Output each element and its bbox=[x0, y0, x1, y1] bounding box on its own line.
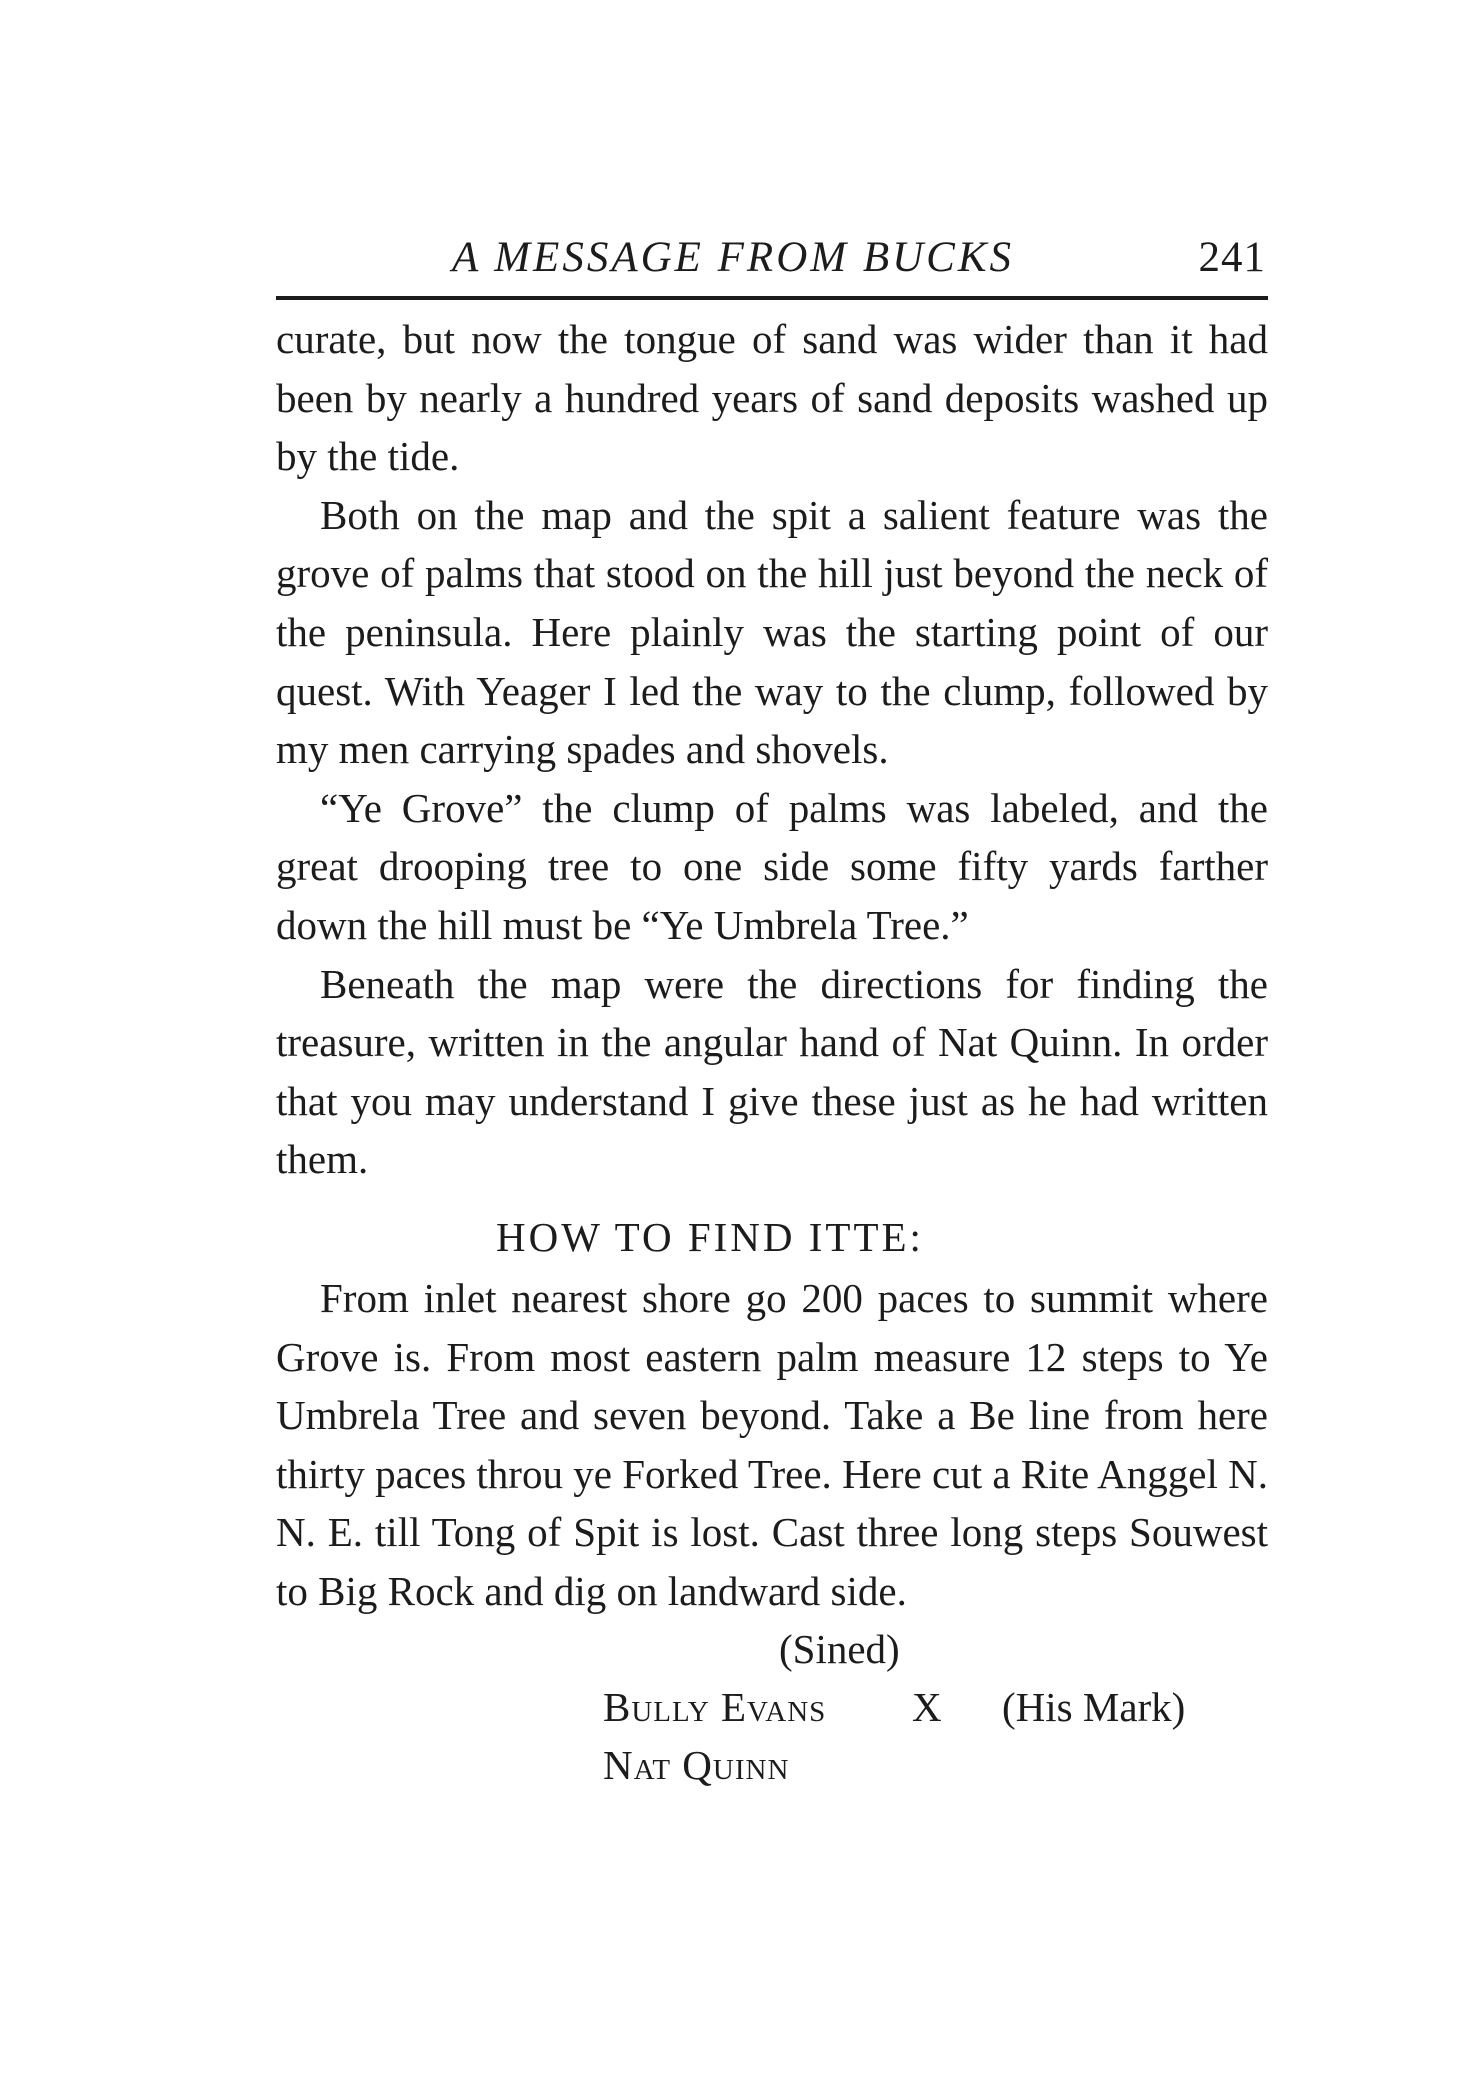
signed-label: (Sined) bbox=[779, 1626, 900, 1673]
paragraph-3: “Ye Grove” the clump of palms was labeled, and the great drooping tree to one side some fifty yards farther down the hill must be “Ye Umbrela Tree.” bbox=[276, 784, 1268, 948]
signature-name-nat-quinn: Nat Quinn bbox=[603, 1742, 790, 1789]
letter-heading: HOW TO FIND ITTE: bbox=[496, 1213, 924, 1260]
page-number: 241 bbox=[1198, 234, 1266, 281]
signature-line-2 bbox=[276, 1736, 1268, 1794]
letter-body: From inlet nearest shore go 200 paces to summit where Grove is. From most eastern palm measure 12 steps to Ye Umbrela Tree and seven beyond. Take a Be line from here thirty paces throu ye Forked Tree. Here cut a Rite Anggel N. N. E. till Tong of Spit is lost. Cast three long steps Souwest to Big Rock and dig on landward side. bbox=[276, 1274, 1268, 1614]
body-text bbox=[276, 310, 1268, 1794]
signature-line-1 bbox=[276, 1678, 1268, 1736]
book-page bbox=[276, 228, 1268, 1794]
running-head bbox=[276, 228, 1268, 288]
running-title: A MESSAGE FROM BUCKS bbox=[452, 234, 1014, 281]
paragraph-4: Beneath the map were the directions for finding the treasure, written in the angular hand of Nat Quinn. In order that you may understand I give these just as he had written them. bbox=[276, 960, 1268, 1183]
paragraph-2: Both on the map and the spit a salient feature was the grove of palms that stood on the hill just beyond the neck of the peninsula. Here plainly was the starting point of our quest. With Yeager I led the way to the clump, followed by my men carrying spades and shovels. bbox=[276, 491, 1268, 773]
header-rule bbox=[276, 296, 1268, 300]
signature-mark: X bbox=[912, 1684, 942, 1731]
signature-name-bully-evans: Bully Evans bbox=[603, 1684, 827, 1731]
signature-mark-note: (His Mark) bbox=[1002, 1684, 1186, 1731]
paragraph-1: curate, but now the tongue of sand was wider than it had been by nearly a hundred years of sand deposits washed up by the tide. bbox=[276, 316, 1268, 480]
